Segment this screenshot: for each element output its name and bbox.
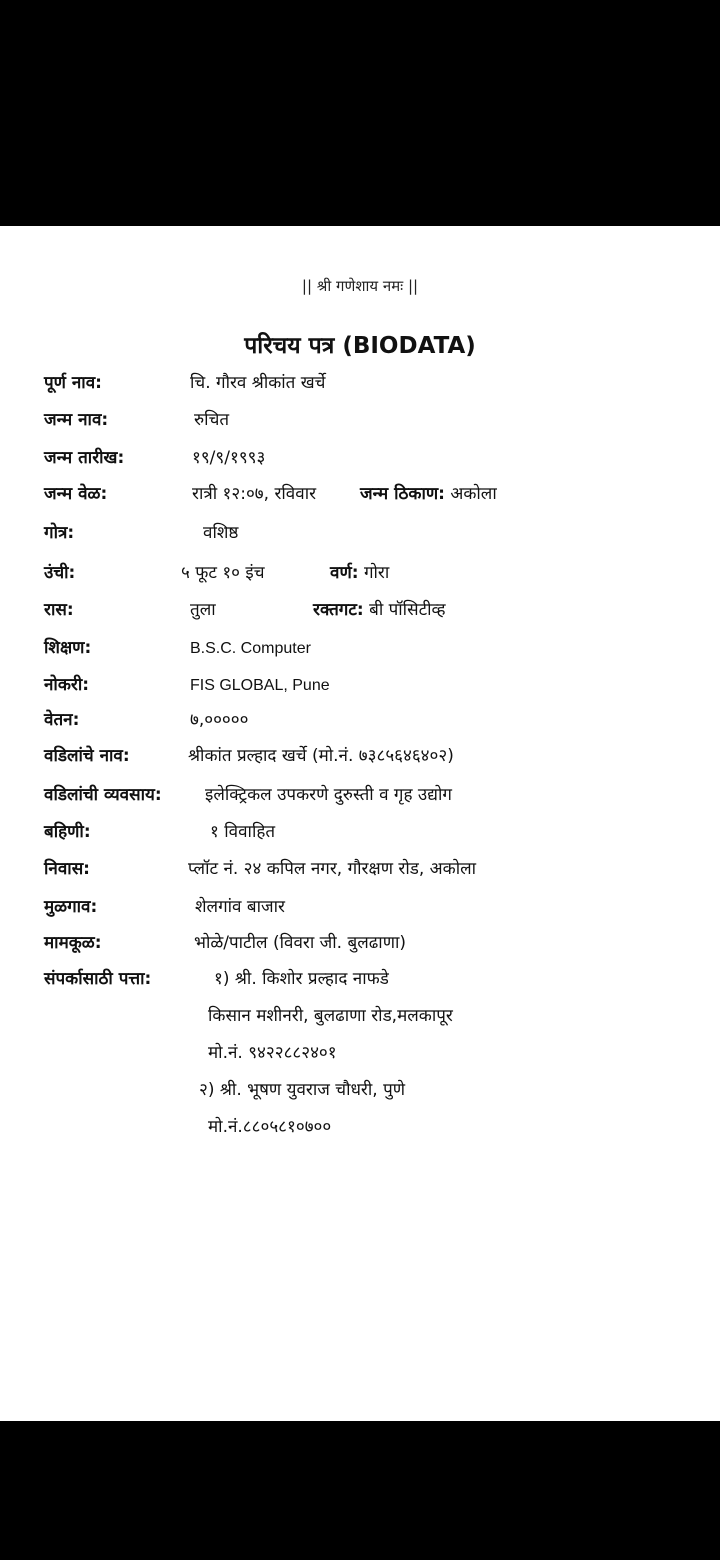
job-label: नोकरी: [44, 675, 90, 695]
complexion-field [330, 561, 389, 585]
father-business-label: वडिलांची व्यवसाय: [44, 785, 162, 805]
sisters-label: बहिणी: [44, 822, 91, 842]
blood-group-field [313, 598, 446, 622]
invocation-line: || श्री गणेशाय नमः || [301, 277, 419, 295]
education-label: शिक्षण: [44, 638, 92, 658]
document-title: परिचय पत्र (BIODATA) [244, 333, 476, 359]
sisters-value: १ विवाहित [210, 822, 276, 842]
height-label: उंची: [44, 563, 76, 583]
contact-line-2: किसान मशीनरी, बुलढाणा रोड,मलकापूर [208, 1006, 453, 1026]
birth-date-value: १९/९/१९९३ [192, 448, 266, 468]
contact-line-5: मो.नं.८८०५८१०७०० [208, 1117, 332, 1137]
native-place-value: शेलगांव बाजार [195, 897, 285, 917]
birth-name-label: जन्म नाव: [44, 410, 109, 430]
residence-value: प्लॉट नं. २४ कपिल नगर, गौरक्षण रोड, अकोला [188, 859, 477, 879]
blood-group-label: रक्तगट: [313, 600, 364, 620]
father-name-label: वडिलांचे नाव: [44, 746, 130, 766]
job-value: FIS GLOBAL, Pune [190, 677, 330, 694]
maternal-family-label: मामकूळ: [44, 933, 102, 953]
salary-value: ७,००००० [190, 710, 249, 730]
father-name-value: श्रीकांत प्रल्हाद खर्चे (मो.नं. ७३८५६४६४०२) [188, 746, 454, 766]
birth-place-label: जन्म ठिकाण: [360, 484, 445, 504]
blood-group-value: बी पॉसिटीव्ह [369, 600, 446, 620]
salary-label: वेतन: [44, 710, 80, 730]
birth-name-value: रुचित [194, 410, 230, 430]
contact-line-1: १) श्री. किशोर प्रल्हाद नाफडे [214, 969, 389, 989]
birth-time-label: जन्म वेळ: [44, 484, 108, 504]
complexion-value: गोरा [363, 563, 390, 583]
maternal-family-value: भोळे/पाटील (विवरा जी. बुलढाणा) [194, 933, 407, 953]
gotra-value: वशिष्ठ [203, 523, 239, 543]
rashi-label: रास: [44, 600, 74, 620]
residence-label: निवास: [44, 859, 90, 879]
birth-time-value: रात्री १२:०७, रविवार [192, 484, 317, 504]
father-business-value: इलेक्ट्रिकल उपकरणे दुरुस्ती व गृह उद्योग [205, 785, 452, 805]
gotra-label: गोत्र: [44, 523, 75, 543]
full-name-label: पूर्ण नाव: [44, 373, 102, 393]
birth-place-value: अकोला [450, 484, 497, 504]
education-value: B.S.C. Computer [190, 640, 311, 657]
complexion-label: वर्ण: [330, 563, 359, 583]
contact-label: संपर्कासाठी पत्ता: [44, 969, 152, 989]
full-name-value: चि. गौरव श्रीकांत खर्चे [190, 373, 326, 393]
rashi-value: तुला [190, 600, 216, 620]
native-place-label: मुळगाव: [44, 897, 98, 917]
contact-line-3: मो.नं. ९४२२८८२४०१ [208, 1043, 337, 1063]
contact-line-4: २) श्री. भूषण युवराज चौधरी, पुणे [199, 1080, 406, 1100]
bottom-black-area [0, 1421, 720, 1560]
birth-place-field [360, 482, 497, 506]
biodata-page [0, 226, 720, 1421]
top-black-area [0, 0, 720, 226]
height-value: ५ फूट १० इंच [181, 563, 265, 583]
birth-date-label: जन्म तारीख: [44, 448, 125, 468]
